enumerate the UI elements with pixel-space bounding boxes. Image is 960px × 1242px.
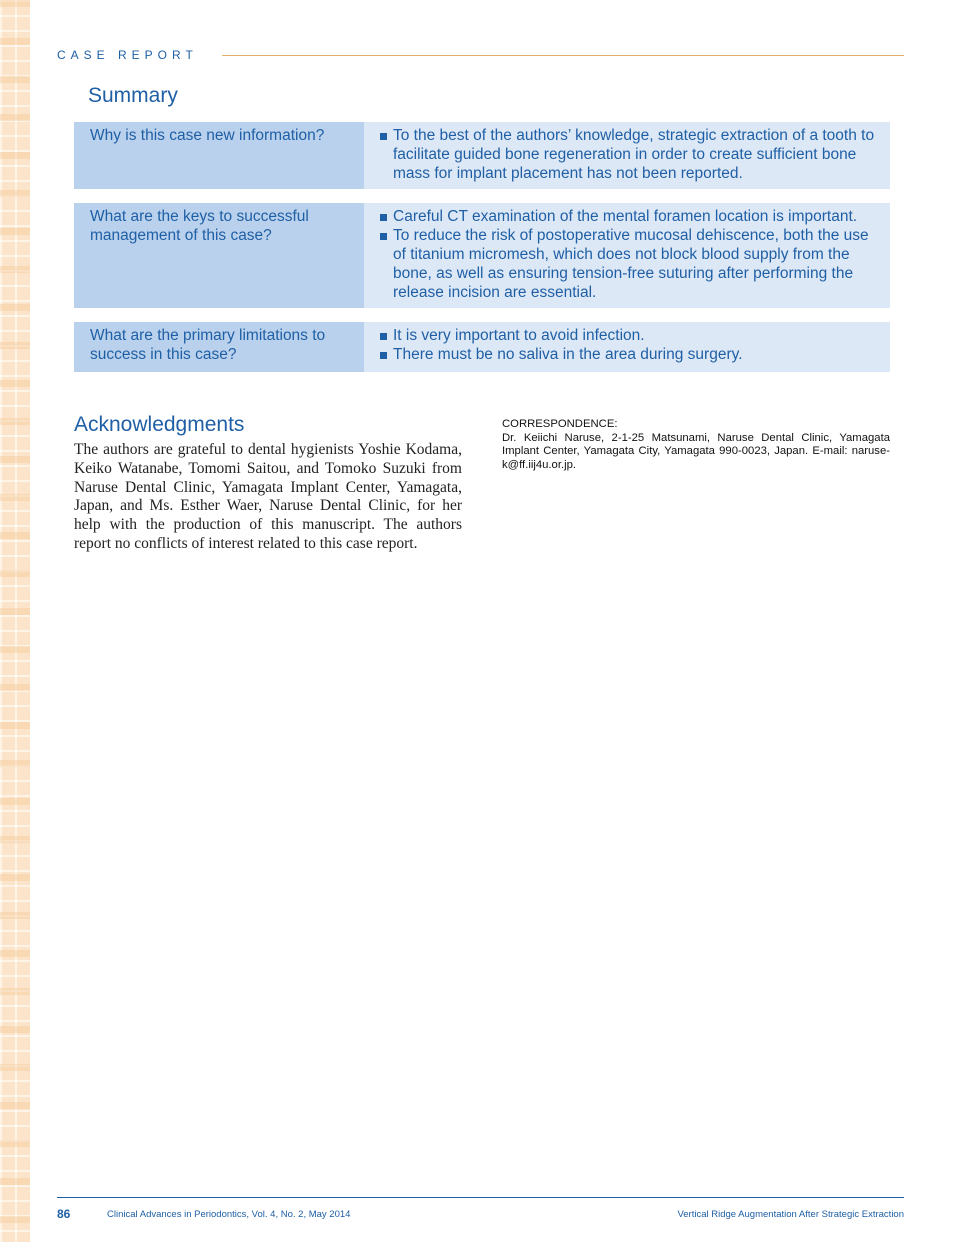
summary-answer [364, 203, 890, 308]
answer-item: Careful CT examination of the mental foramen location is important. [380, 207, 876, 226]
summary-table [74, 122, 890, 386]
summary-row [74, 203, 890, 308]
acknowledgments-heading: Acknowledgments [74, 413, 245, 436]
square-bullet-icon [380, 214, 387, 221]
section-label: CASE REPORT [57, 48, 198, 62]
correspondence-label: CORRESPONDENCE: [502, 418, 618, 430]
answer-item: It is very important to avoid infection. [380, 326, 876, 345]
summary-row [74, 322, 890, 372]
answer-item: To reduce the risk of postoperative mucosal dehiscence, both the use of titanium micromesh, which does not block blood supply from the bone, as well as ensuring tension-free suturing after performing the release incision are essential. [380, 226, 876, 302]
summary-row [74, 122, 890, 189]
header-divider [222, 55, 904, 56]
running-title: Vertical Ridge Augmentation After Strategic Extraction [677, 1209, 904, 1220]
acknowledgments-text: The authors are grateful to dental hygienists Yoshie Kodama, Keiko Watanabe, Tomomi Saitou, and Tomoko Suzuki from Naruse Dental Clinic, Yamagata Implant Center, Yamagata, Japan, and Ms. Esther Waer, Naruse Dental Clinic, for her help with the production of this manuscript. The authors report no conflicts of interest related to this case report. [74, 441, 462, 552]
square-bullet-icon [380, 233, 387, 240]
journal-citation: Clinical Advances in Periodontics, Vol. 4, No. 2, May 2014 [107, 1209, 351, 1220]
summary-question: What are the primary limitations to success in this case? [74, 322, 364, 372]
answer-item: To the best of the authors’ knowledge, strategic extraction of a tooth to facilitate guided bone regeneration in order to create sufficient bone mass for implant placement has not been reported. [380, 126, 876, 183]
answer-item: There must be no saliva in the area during surgery. [380, 345, 876, 364]
summary-question: What are the keys to successful management of this case? [74, 203, 364, 308]
correspondence-text: Dr. Keiichi Naruse, 2-1-25 Matsunami, Naruse Dental Clinic, Yamagata Implant Center, Yamagata City, Yamagata 990-0023, Japan. E-mail: naruse-k@ff.iij4u.or.jp. [502, 431, 890, 471]
summary-answer [364, 322, 890, 372]
square-bullet-icon [380, 352, 387, 359]
page-number: 86 [57, 1207, 71, 1221]
decorative-side-strip [0, 0, 30, 1242]
summary-answer [364, 122, 890, 189]
correspondence-block [502, 418, 890, 472]
summary-heading: Summary [88, 84, 178, 107]
square-bullet-icon [380, 133, 387, 140]
footer-divider [57, 1197, 904, 1198]
square-bullet-icon [380, 333, 387, 340]
summary-question: Why is this case new information? [74, 122, 364, 189]
